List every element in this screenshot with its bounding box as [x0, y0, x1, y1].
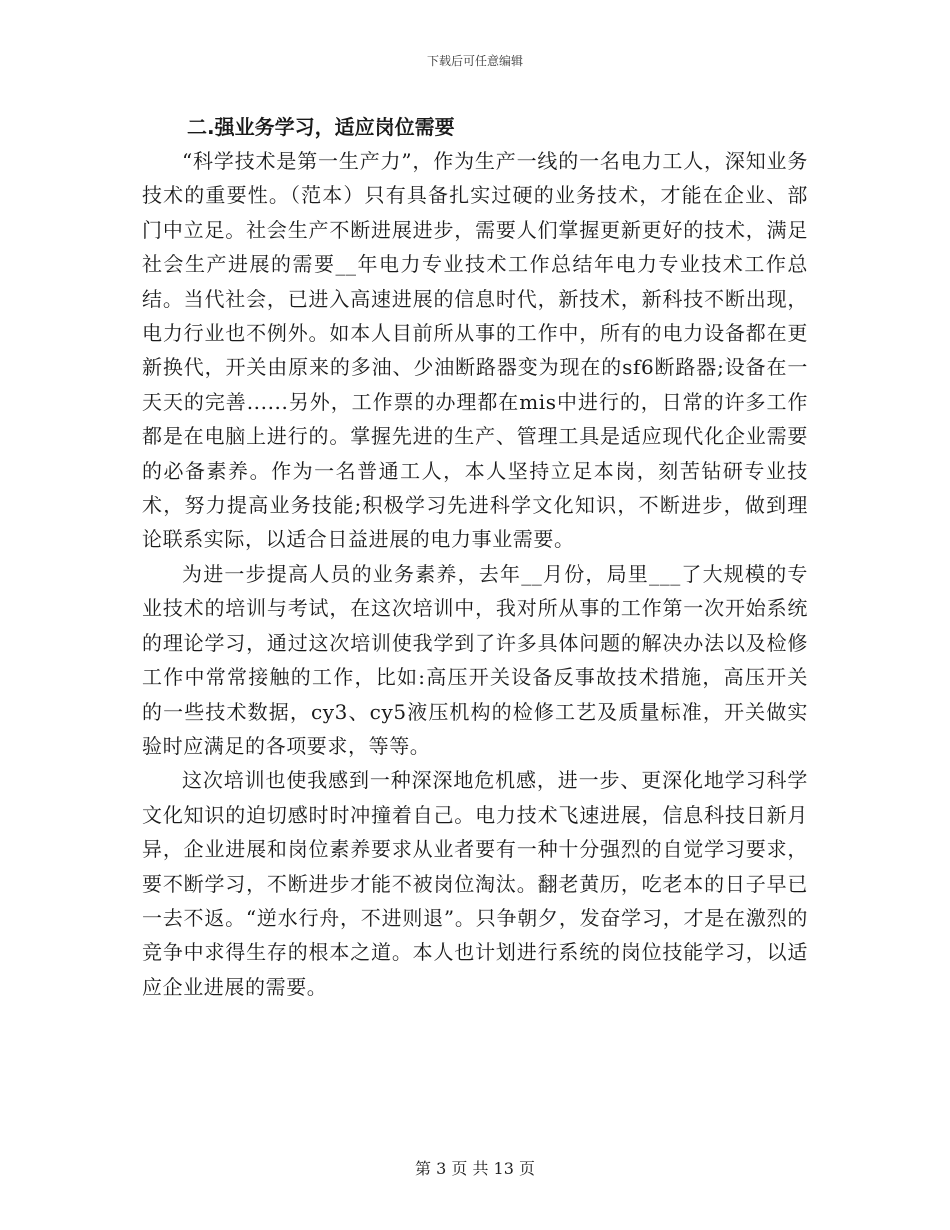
document-body — [142, 110, 808, 1004]
header-note: 下载后可任意编辑 — [426, 54, 523, 68]
paragraph-2: 为进一步提高人员的业务素养，去年__月份，局里___了大规模的专业技术的培训与考试，在这次培训中，我对所从事的工作第一次开始系统的理论学习，通过这次培训使我学到了许多具体问题的解决办法以及检修工作中常常接触的工作，比如:高压开关设备反事故技术措施，高压开关的一些技术数据，cy3、cy5液压机构的检修工艺及质量标准，开关做实验时应满足的各项要求，等等。 — [142, 561, 808, 758]
paragraph-1: “科学技术是第一生产力”，作为生产一线的一名电力工人，深知业务技术的重要性。（范本）只有具备扎实过硬的业务技术，才能在企业、部门中立足。社会生产不断进展进步，需要人们掌握更新更好的技术，满足社会生产进展的需要__年电力专业技术工作总结年电力专业技术工作总结。当代社会，已进入高速进展的信息时代，新技术，新科技不断出现，电力行业也不例外。如本人目前所从事的工作中，所有的电力设备都在更新换代，开关由原来的多油、少油断路器变为现在的sf6断路器;设备在一天天的完善......另外，工作票的办理都在mis中进行的，日常的许多工作都是在电脑上进行的。掌握先进的生产、管理工具是适应现代化企业需要的必备素养。作为一名普通工人，本人坚持立足本岗，刻苦钻研专业技术，努力提高业务技能;积极学习先进科学文化知识，不断进步，做到理论联系实际，以适合日益进展的电力事业需要。 — [142, 149, 809, 552]
section-heading: 二.强业务学习，适应岗位需要 — [187, 115, 455, 139]
paragraph-3: 这次培训也使我感到一种深深地危机感，进一步、更深化地学习科学文化知识的迫切感时时冲撞着自己。电力技术飞速进展，信息科技日新月异，企业进展和岗位素养要求从业者要有一种十分强烈的自觉学习要求，要不断学习，不断进步才能不被岗位淘汰。翻老黄历，吃老本的日子早已一去不返。“逆水行舟，不进则退”。只争朝夕，发奋学习，才是在激烈的竞争中求得生存的根本之道。本人也计划进行系统的岗位技能学习，以适应企业进展的需要。 — [142, 768, 808, 999]
page-number-footer: 第 3 页 共 13 页 — [415, 1159, 535, 1178]
